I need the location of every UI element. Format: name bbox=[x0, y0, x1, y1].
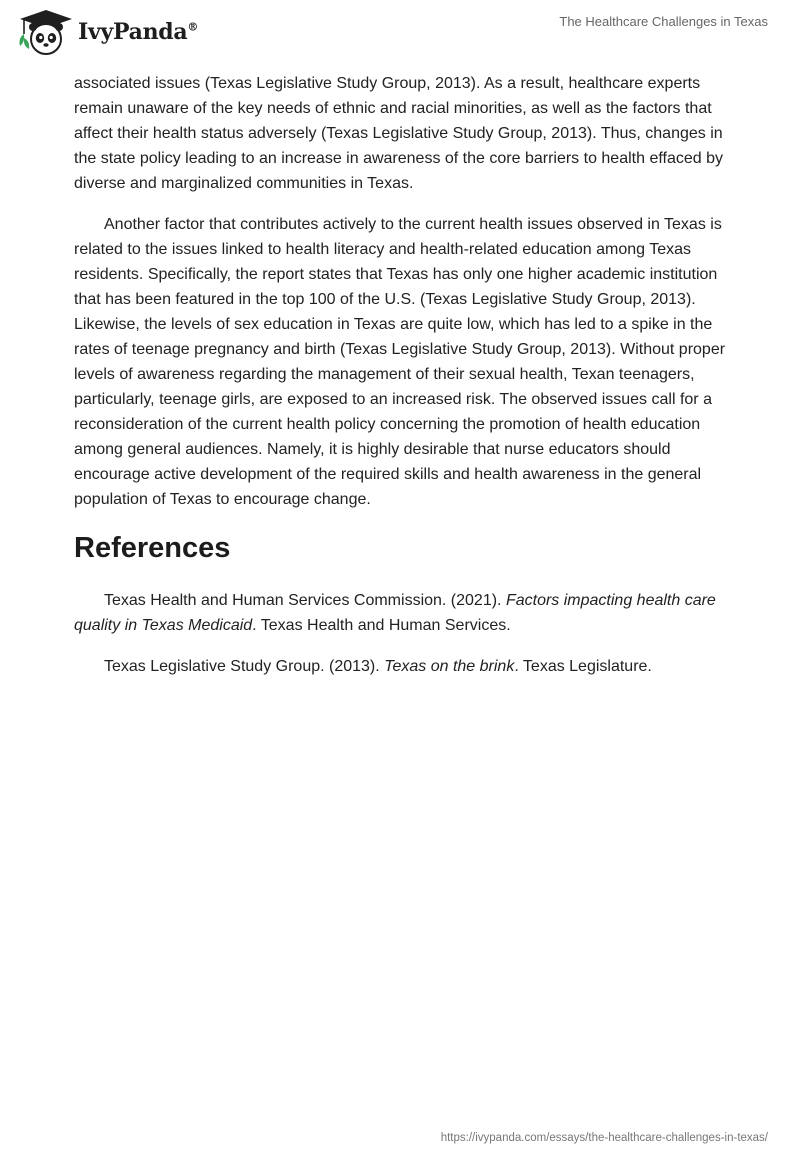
reference-title: Factors impacting health care quality in Texas Medicaid bbox=[74, 592, 716, 634]
registered-mark: ® bbox=[187, 20, 199, 34]
body-paragraph: Another factor that contributes actively to the current health issues observed in Texas is related to the issues linked to health literacy and health-related education among Texas residents. Specifically, the report states that Texas has only one higher academic institution that has been featured in the top 100 of the U.S. (Texas Legislative Study Group, 2013). Likewise, the levels of sex education in Texas are quite low, which has led to a spike in the rates of teenage pregnancy and birth (Texas Legislative Study Group, 2013). Without proper levels of awareness regarding the management of their sexual health, Texan teenagers, particularly, teenage girls, are exposed to an increased risk. The observed issues call for a reconsideration of the current health policy concerning the promotion of health education among general audiences. Namely, it is highly desirable that nurse educators should encourage active development of the required skills and health awareness in the general population of Texas to encourage change. bbox=[74, 216, 726, 508]
brand-name: IvyPanda® bbox=[78, 19, 199, 45]
source-url[interactable]: https://ivypanda.com/essays/the-healthcare-challenges-in-texas/ bbox=[440, 1132, 768, 1144]
reference-title: Texas on the brink bbox=[384, 658, 515, 675]
references-heading: References bbox=[74, 532, 231, 564]
document-title: The Healthcare Challenges in Texas bbox=[559, 14, 768, 29]
body-paragraph: associated issues (Texas Legislative Study Group, 2013). As a result, healthcare experts remain unaware of the key needs of ethnic and racial minorities, as well as the factors that affect their health status adversely (Texas Legislative Study Group, 2013). Thus, changes in the state policy leading to an increase in awareness of the core barriers to health effaced by diverse and marginalized communities in Texas. bbox=[74, 75, 723, 192]
brand-logo[interactable] bbox=[14, 8, 198, 56]
essay-content bbox=[74, 71, 726, 695]
page-header bbox=[0, 0, 800, 70]
panda-logo-icon bbox=[14, 8, 74, 56]
reference-entry: Texas Health and Human Services Commission. (2021). Factors impacting health care quality in Texas Medicaid. Texas Health and Human Services. bbox=[74, 592, 716, 634]
reference-entry: Texas Legislative Study Group. (2013). Texas on the brink. Texas Legislature. bbox=[104, 658, 652, 675]
